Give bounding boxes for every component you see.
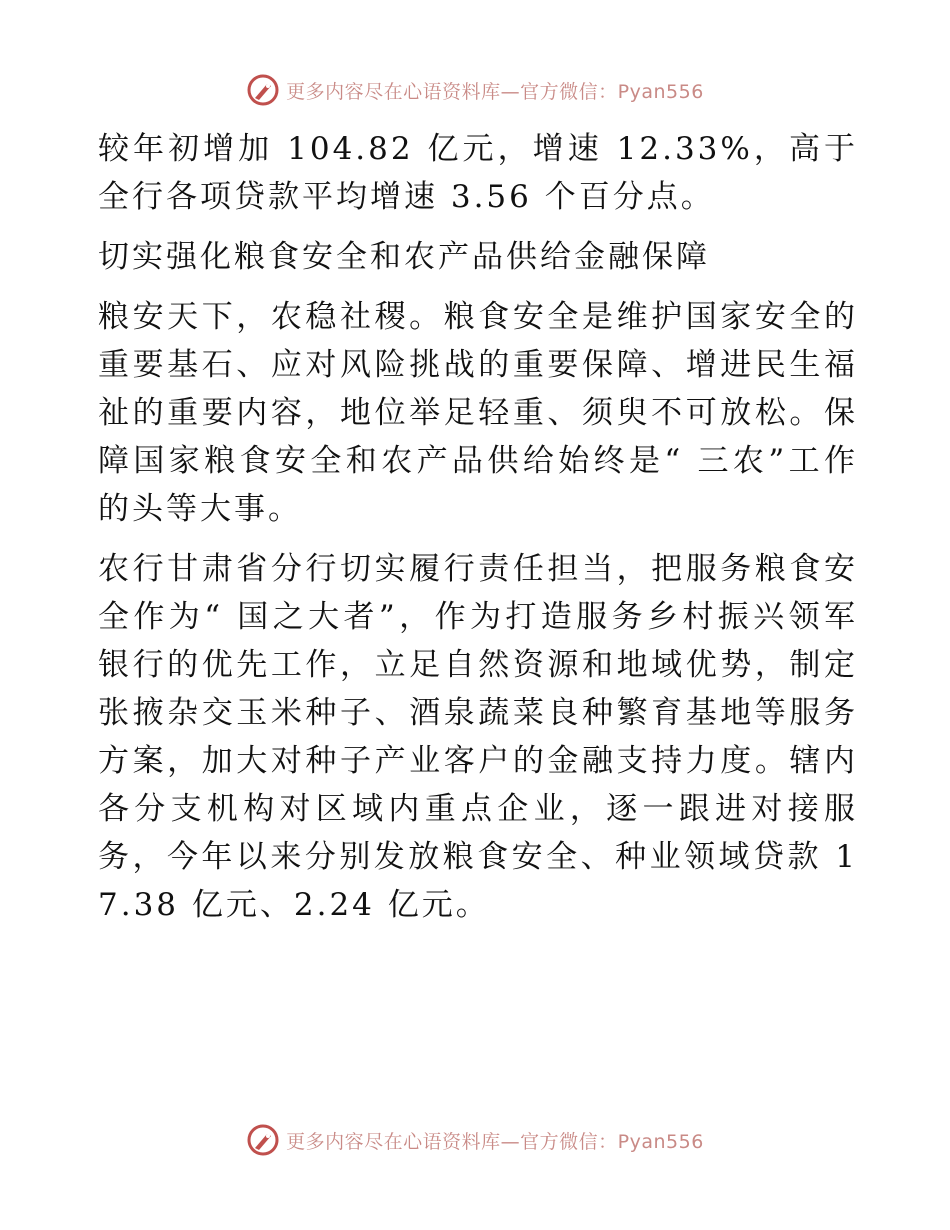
watermark-text: 更多内容尽在心语资料库—官方微信：Pyan556 — [286, 80, 704, 103]
document-body — [98, 125, 858, 941]
section-heading: 切实强化粮食安全和农产品供给金融保障 — [98, 239, 710, 275]
watermark-text: 更多内容尽在心语资料库—官方微信：Pyan556 — [286, 1130, 704, 1153]
pen-nib-circle-icon — [246, 73, 280, 107]
paragraph-gansu-branch: 农行甘肃省分行切实履行责任担当，把服务粮食安全作为“ 国之大者”，作为打造服务乡村振兴领军银行的优先工作，立足自然资源和地域优势，制定张掖杂交玉米种子、酒泉蔬菜良种繁育基地等服务方案，加大对种子产业客户的金融支持力度。辖内各分支机构对区域内重点企业，逐一跟进对接服务，今年以来分别发放粮食安全、种业领域贷款 17.38 亿元、2.24 亿元。 — [98, 551, 858, 923]
watermark-header — [0, 70, 950, 110]
paragraph-loan-growth: 较年初增加 104.82 亿元，增速 12.33%，高于全行各项贷款平均增速 3.56 个百分点。 — [98, 131, 858, 215]
pen-nib-circle-icon — [246, 1123, 280, 1157]
watermark-footer — [0, 1120, 950, 1160]
paragraph-food-security: 粮安天下，农稳社稷。粮食安全是维护国家安全的重要基石、应对风险挑战的重要保障、增进民生福祉的重要内容，地位举足轻重、须臾不可放松。保障国家粮食安全和农产品供给始终是“ 三农”工作的头等大事。 — [98, 299, 858, 527]
